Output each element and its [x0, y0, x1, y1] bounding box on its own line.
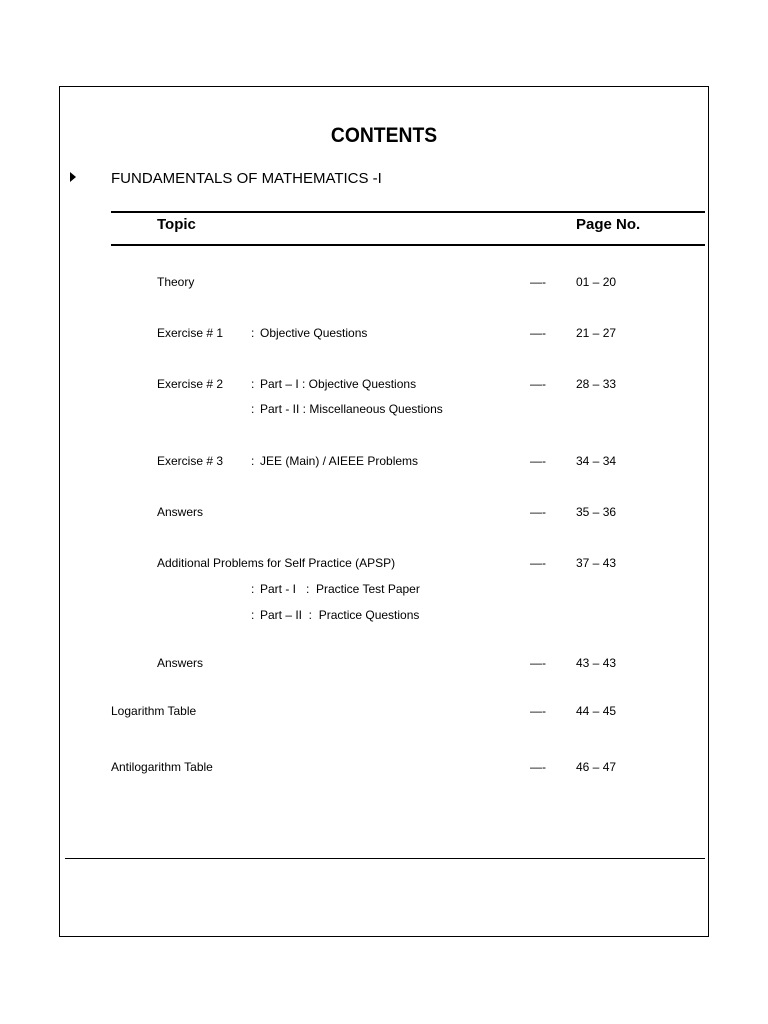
toc-separator: —- [530, 377, 546, 391]
toc-colon: : [251, 608, 255, 622]
topic-header: Topic [157, 216, 196, 233]
toc-separator: —- [530, 556, 546, 570]
toc-label-antilogarithm-table: Antilogarithm Table [111, 760, 213, 774]
toc-pages: 21 – 27 [576, 326, 617, 340]
toc-label-theory: Theory [157, 275, 195, 289]
toc-detail: Part - I : Practice Test Paper [260, 582, 420, 596]
toc-separator: —- [530, 326, 546, 340]
header-top-rule [111, 211, 705, 213]
toc-label-answers: Answers [157, 505, 204, 519]
toc-colon: : [251, 326, 255, 340]
toc-pages: 44 – 45 [576, 704, 617, 718]
toc-pages: 28 – 33 [576, 377, 617, 391]
toc-label-exercise-2: Exercise # 2 [157, 377, 224, 391]
subject-heading: FUNDAMENTALS OF MATHEMATICS -I [111, 170, 382, 187]
toc-separator: —- [530, 656, 546, 670]
toc-label-exercise-1: Exercise # 1 [157, 326, 224, 340]
toc-separator: —- [530, 760, 546, 774]
bullet-arrow-icon [70, 172, 76, 182]
toc-label-exercise-3: Exercise # 3 [157, 454, 224, 468]
toc-pages: 34 – 34 [576, 454, 617, 468]
toc-pages: 46 – 47 [576, 760, 617, 774]
toc-detail: Part – I : Objective Questions [260, 377, 417, 391]
toc-colon: : [251, 454, 255, 468]
toc-separator: —- [530, 704, 546, 718]
toc-colon: : [251, 582, 255, 596]
toc-detail: Part – II : Practice Questions [260, 608, 420, 622]
toc-pages: 37 – 43 [576, 556, 617, 570]
page-title: CONTENTS [330, 124, 438, 147]
toc-separator: —- [530, 275, 546, 289]
toc-colon: : [251, 402, 255, 416]
toc-separator: —- [530, 505, 546, 519]
toc-pages: 43 – 43 [576, 656, 617, 670]
toc-pages: 35 – 36 [576, 505, 617, 519]
toc-detail: Part - II : Miscellaneous Questions [260, 402, 443, 416]
toc-colon: : [251, 377, 255, 391]
page-no-header: Page No. [576, 216, 641, 233]
toc-label-logarithm-table: Logarithm Table [111, 704, 197, 718]
header-bottom-rule [111, 244, 705, 246]
toc-detail: Objective Questions [260, 326, 368, 340]
footer-rule [65, 858, 705, 859]
toc-label-answers: Answers [157, 656, 204, 670]
toc-label-apsp: Additional Problems for Self Practice (APSP) [157, 556, 396, 570]
toc-pages: 01 – 20 [576, 275, 617, 289]
toc-separator: —- [530, 454, 546, 468]
toc-detail: JEE (Main) / AIEEE Problems [260, 454, 419, 468]
